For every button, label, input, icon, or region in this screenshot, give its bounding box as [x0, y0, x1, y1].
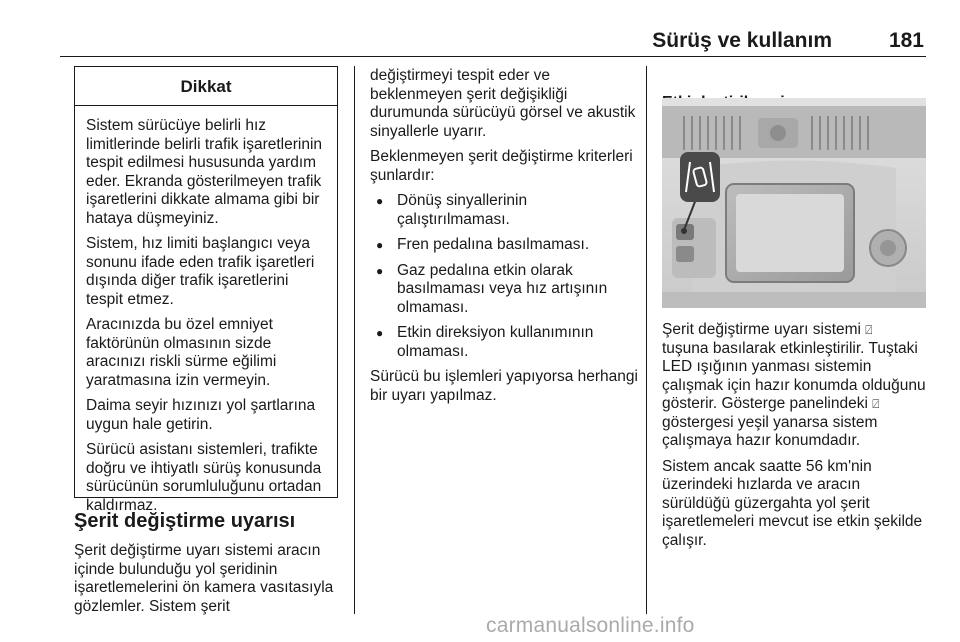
activation-column	[662, 321, 930, 557]
page-header	[60, 26, 926, 57]
section-closing: Sürücü bu işlemleri yapıyorsa herhangi bir uyarı yapılmaz.	[370, 368, 638, 404]
section-intro-column	[74, 542, 342, 623]
dashboard-photo	[662, 98, 926, 308]
criteria-list	[370, 192, 642, 361]
dashboard-illustration	[662, 98, 926, 308]
column-divider	[354, 66, 355, 614]
lane-departure-icon: ⍁	[872, 397, 880, 411]
warning-title: Dikkat	[75, 67, 337, 106]
warning-paragraph: Sistem, hız limiti başlangıcı veya sonunu ifade eden trafik işaretleri dışında diğer trafik işaretlerini tespit etmez.	[86, 235, 315, 308]
activation-text-3: göstergesi yeşil yanarsa sistem çalışmaya hazır konumdadır.	[662, 413, 878, 449]
lane-departure-icon: ⍁	[865, 323, 873, 337]
warning-box	[74, 66, 338, 514]
column-divider	[646, 66, 647, 614]
activation-text-1: Şerit değiştirme uyarı sistemi	[662, 321, 861, 338]
list-item: ● Fren pedalına basılmaması.	[370, 236, 642, 255]
list-item: ● Gaz pedalına etkin olarak basılmaması veya hız artışının olmaması.	[370, 262, 642, 318]
activation-paragraph	[662, 321, 930, 451]
criteria-intro: Beklenmeyen şerit değiştirme kriterleri şunlardır:	[370, 148, 633, 184]
warning-paragraph: Daima seyir hızınızı yol şartlarına uygun hale getirin.	[86, 397, 316, 433]
activation-paragraph: Sistem ancak saatte 56 km'nin üzerindeki hızlarda ve aracın sürüldüğü güzergahta yol şerit işaretlemeleri mevcut ise etkin şekilde çalışır.	[662, 457, 923, 549]
warning-body	[75, 106, 337, 515]
section-title: Şerit değiştirme uyarısı	[74, 510, 296, 532]
activation-text-2: tuşuna basılarak etkinleştirilir. Tuştaki LED ışığının yanması sistemin çalışmak için hazır konumda olduğunu gösterir. Gösterge panelindeki	[662, 339, 926, 412]
warning-paragraph: Sistem sürücüye belirli hız limitlerinde belirli trafik işaretlerinin tespit edilmesi hususunda yardım eder. Ekranda gösterilmeyen trafik işaretlerini dikkate almama gibi bir hataya düşmeyiniz.	[86, 117, 323, 227]
warning-paragraph: Sürücü asistanı sistemleri, trafikte doğru ve ihtiyatlı sürüş konusunda sürücünün sorumluluğunu ortadan kaldırmaz.	[86, 441, 322, 514]
page-number: 181	[888, 29, 924, 52]
second-column	[370, 67, 642, 412]
section-continued: değiştirmeyi tespit eder ve beklenmeyen şerit değişikliği durumunda sürücüyü görsel ve akustik sinyallerle uyarır.	[370, 67, 636, 140]
watermark: carmanualsonline.info	[486, 614, 695, 637]
list-item: ● Etkin direksiyon kullanımının olmaması.	[370, 324, 642, 361]
list-item: ● Dönüş sinyallerinin çalıştırılmaması.	[370, 192, 642, 229]
chapter-title: Sürüş ve kullanım	[652, 29, 832, 52]
warning-paragraph: Aracınızda bu özel emniyet faktörünün olmasının sizde aracınızı riskli sürme eğilimi yaratmasına izin vermeyin.	[86, 316, 277, 389]
section-intro: Şerit değiştirme uyarı sistemi aracın içinde bulunduğu yol şeridinin işaretlemelerini ön kamera vasıtasıyla gözlemler. Sistem şerit	[74, 542, 334, 615]
